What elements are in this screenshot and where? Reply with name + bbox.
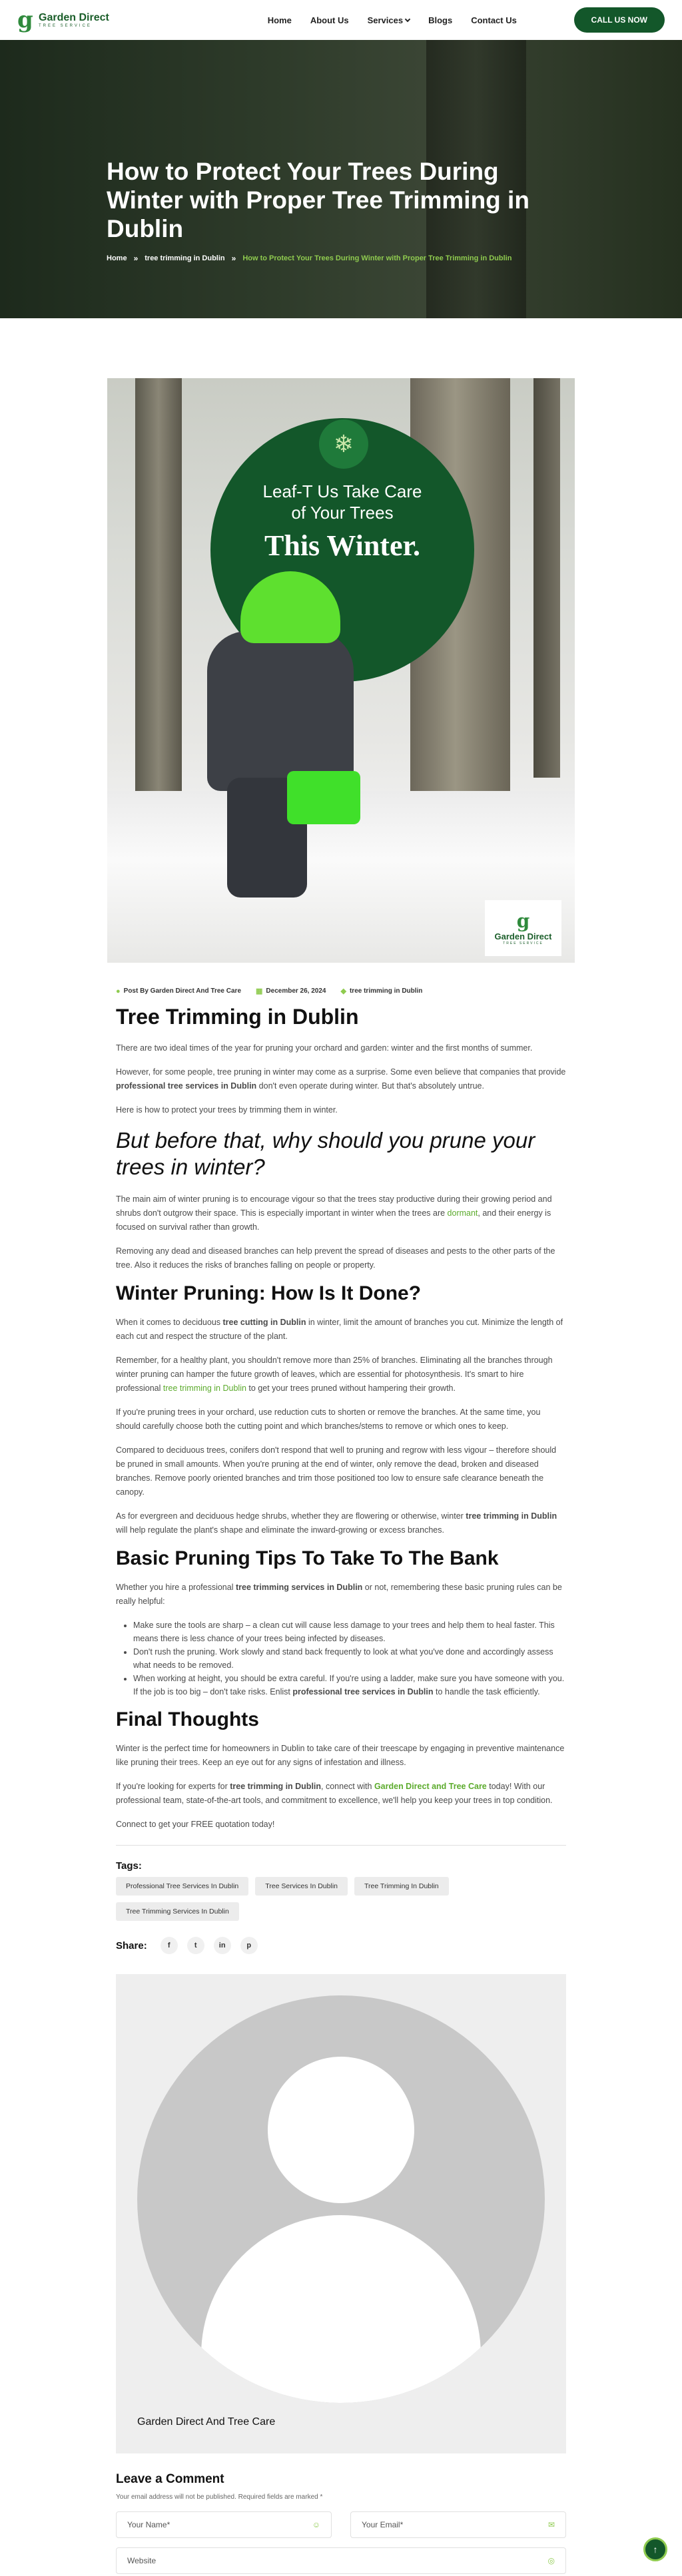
- chainsaw: [287, 771, 360, 824]
- paragraph: Removing any dead and diseased branches can help prevent the spread of diseases and pests to the other parts of the tree. Also it reduces the risks of branches falling on people or property.: [116, 1246, 555, 1270]
- post-date-label: December 26, 2024: [266, 987, 326, 995]
- promo-line-2: of Your Trees: [291, 503, 394, 523]
- paragraph: [116, 1581, 566, 1609]
- post-date: [256, 987, 326, 995]
- logo-name: Garden Direct: [39, 12, 109, 23]
- text: Remember, for a healthy plant, you shouldn't remove more than 25% of branches. Eliminating all the branches through winter pruning can hamper the future growth of leaves, which are essential for photosynthesis. It's smart to hire professional: [116, 1356, 553, 1393]
- divider: [116, 1845, 566, 1846]
- company-link[interactable]: Garden Direct and Tree Care: [374, 1782, 487, 1791]
- paragraph: [116, 1509, 566, 1537]
- text: today! With our professional team, state-of-the-art tools, and commitment to excellence, we'll help you keep your trees in top condition.: [116, 1782, 553, 1805]
- tree-trunk-right: [533, 378, 560, 778]
- arrow-up-icon: ↑: [653, 2544, 658, 2555]
- avatar: [137, 1995, 545, 2403]
- author-name[interactable]: Garden Direct And Tree Care: [137, 2416, 276, 2428]
- breadcrumb-current: How to Protect Your Trees During Winter with Proper Tree Trimming in Dublin: [242, 254, 512, 262]
- tag-item[interactable]: Tree Services In Dublin: [255, 1877, 348, 1896]
- text: , and their energy is focused on survival rather than growth.: [116, 1208, 551, 1232]
- tree-trunk-left: [135, 378, 182, 791]
- text: to handle the task efficiently.: [433, 1687, 540, 1696]
- nav-about-us[interactable]: About Us: [310, 15, 349, 25]
- worker-helmet: [240, 571, 340, 643]
- email-field[interactable]: [350, 2511, 566, 2538]
- paragraph: Winter is the perfect time for homeowners in Dublin to take care of their treescape by engaging in preventive maintenance like pruning their trees. Keep an eye out for any signs of infestation and illness.: [116, 1744, 565, 1767]
- text: The main aim of winter pruning is to encourage vigour so that the trees stay productive during their growing period and shrubs don't outgrow their space. This is especially important in winter when the trees are: [116, 1194, 552, 1218]
- post-category[interactable]: [341, 987, 423, 995]
- post-author[interactable]: [116, 987, 241, 995]
- badge-logo-letter: g: [516, 909, 530, 932]
- text: to get your trees pruned without hampering their growth.: [246, 1384, 456, 1393]
- heading-winter-pruning: Winter Pruning: How Is It Done?: [116, 1282, 422, 1304]
- text: will help regulate the plant's shape and eliminate the inward-growing or excess branches.: [116, 1525, 444, 1535]
- author-box: [116, 1974, 566, 2453]
- text: Whether you hire a professional: [116, 1583, 236, 1592]
- facebook-icon[interactable]: f: [161, 1937, 178, 1954]
- globe-icon: ◎: [547, 2556, 555, 2565]
- email-placeholder: Your Email*: [362, 2520, 404, 2529]
- avatar-body: [201, 2215, 481, 2403]
- back-to-top-button[interactable]: [643, 2537, 667, 2561]
- site-logo[interactable]: [17, 8, 210, 32]
- breadcrumb: [107, 254, 559, 263]
- tag-list: [116, 1877, 489, 1921]
- name-placeholder: Your Name*: [127, 2520, 170, 2529]
- bold-text: professional tree services in Dublin: [116, 1081, 257, 1091]
- paragraph: [116, 1316, 566, 1344]
- share-label: Share:: [116, 1939, 147, 1951]
- paragraph: Compared to deciduous trees, conifers don't respond that well to pruning and regrow with less vigour – therefore should be pruned in small amounts. When you're pruning at the end of winter, only remove the dead, broken and diseased branches. Remove poorly oriented branches and trim those positioned too low to ensure safe clearance beneath the canopy.: [116, 1445, 557, 1497]
- article-body: [116, 987, 566, 2574]
- tag-icon: ◆: [340, 987, 346, 995]
- tag-item[interactable]: Professional Tree Services In Dublin: [116, 1877, 248, 1896]
- promo-headline: [210, 481, 474, 523]
- main-nav: [210, 15, 574, 25]
- logo-mark: [17, 8, 35, 32]
- post-author-label: Post By Garden Direct And Tree Care: [123, 987, 242, 995]
- logo-text: [39, 12, 109, 28]
- calendar-icon: ▦: [256, 987, 263, 995]
- text: However, for some people, tree pruning in winter may come as a surprise. Some even believe that companies that provide: [116, 1067, 566, 1077]
- bold-text: tree cutting in Dublin: [222, 1318, 306, 1327]
- envelope-icon: ✉: [547, 2520, 555, 2529]
- breadcrumb-separator-icon: »: [133, 254, 139, 263]
- text: If you're looking for experts for: [116, 1782, 230, 1791]
- arborist-figure: [194, 571, 374, 917]
- logo-letter: g: [17, 7, 33, 33]
- breadcrumb-home[interactable]: Home: [107, 254, 127, 262]
- list-item: • Don't rush the pruning. Work slowly and stand back frequently to look at what you've done and accordingly assess what needs to be removed.: [133, 1645, 566, 1672]
- breadcrumb-category[interactable]: tree trimming in Dublin: [145, 254, 225, 262]
- text: When working at height, you should be extra careful. If you're using a ladder, make sure you have someone with you. If the job is too big – don't take risks. Enlist: [133, 1674, 565, 1696]
- paragraph: [116, 1780, 566, 1808]
- tag-item[interactable]: Tree Trimming Services In Dublin: [116, 1902, 239, 1921]
- user-icon: ●: [116, 987, 121, 995]
- badge-name: Garden Direct: [494, 931, 552, 941]
- heading-tree-trimming: Tree Trimming in Dublin: [116, 1005, 359, 1029]
- promo-line-1: Leaf-T Us Take Care: [262, 481, 422, 501]
- list-item: [133, 1672, 566, 1698]
- page-title: How to Protect Your Trees During Winter with Proper Tree Trimming in Dublin: [107, 158, 529, 242]
- paragraph: [116, 1354, 566, 1396]
- heading-pruning-tips: Basic Pruning Tips To Take To The Bank: [116, 1547, 499, 1569]
- tips-list: [133, 1619, 566, 1698]
- bold-text: professional tree services in Dublin: [292, 1687, 434, 1696]
- article: [107, 318, 575, 2574]
- user-icon: ☺: [312, 2520, 320, 2529]
- badge-tagline: TREE SERVICE: [503, 941, 543, 945]
- tags-section: [116, 1860, 566, 1921]
- breadcrumb-separator-icon: »: [231, 254, 236, 263]
- text: don't even operate during winter. But that's absolutely untrue.: [256, 1081, 484, 1091]
- hero-content: [107, 157, 559, 263]
- tag-item[interactable]: Tree Trimming In Dublin: [354, 1877, 449, 1896]
- heading-final-thoughts: Final Thoughts: [116, 1708, 259, 1730]
- dormant-link[interactable]: dormant: [447, 1208, 478, 1218]
- website-placeholder: Website: [127, 2556, 157, 2565]
- paragraph: Here is how to protect your trees by trimming them in winter.: [116, 1105, 338, 1115]
- name-field[interactable]: [116, 2511, 332, 2538]
- heading-why-prune: But before that, why should you prune your trees in winter?: [116, 1128, 535, 1179]
- linkedin-icon[interactable]: in: [214, 1937, 231, 1954]
- page-hero: [0, 40, 682, 318]
- nav-services[interactable]: [368, 15, 410, 25]
- website-field[interactable]: [116, 2547, 566, 2574]
- paragraph: [116, 1065, 566, 1093]
- logo-tagline: TREE SERVICE: [39, 24, 92, 28]
- nav-contact-us[interactable]: Contact Us: [471, 15, 517, 25]
- nav-services-label: Services: [367, 15, 404, 25]
- promo-line-3: This Winter.: [264, 529, 420, 562]
- tags-title: Tags:: [116, 1860, 142, 1872]
- bold-text: tree trimming in Dublin: [230, 1782, 322, 1791]
- text: , connect with: [321, 1782, 374, 1791]
- tree-trimming-link[interactable]: tree trimming in Dublin: [163, 1384, 246, 1393]
- image-logo-badge: [485, 900, 561, 956]
- featured-image: [107, 378, 575, 963]
- nav-blogs[interactable]: Blogs: [428, 15, 453, 25]
- list-item: • Make sure the tools are sharp – a clean cut will cause less damage to your trees and help them to heal faster. This means there is less chance of your trees being infected by diseases.: [133, 1619, 566, 1645]
- paragraph: [116, 1192, 566, 1234]
- post-category-label: tree trimming in Dublin: [349, 987, 423, 995]
- paragraph: If you're pruning trees in your orchard, use reduction cuts to shorten or remove the branches. At the same time, you should carefully choose both the cutting point and which branches/stems to remove or which ones to keep.: [116, 1408, 541, 1431]
- text: in winter, limit the amount of branches you cut. Minimize the length of each cut and respect the structure of the plant.: [116, 1318, 563, 1341]
- comment-note: Your email address will not be published. Required fields are marked *: [116, 2493, 323, 2501]
- avatar-head: [268, 2057, 414, 2203]
- bold-text: tree trimming services in Dublin: [235, 1583, 363, 1592]
- text: As for evergreen and deciduous hedge shrubs, whether they are flowering or otherwise, winter: [116, 1511, 466, 1521]
- site-header: [0, 0, 682, 40]
- chevron-down-icon: [405, 16, 410, 21]
- comment-fields: [116, 2511, 566, 2538]
- text: or not, remembering these basic pruning rules can be really helpful:: [116, 1583, 562, 1606]
- call-us-button[interactable]: CALL US NOW: [574, 7, 665, 33]
- share-bar: [116, 1937, 566, 1954]
- worker-jacket: [207, 631, 354, 791]
- nav-home[interactable]: Home: [267, 15, 292, 25]
- bold-text: tree trimming in Dublin: [466, 1511, 557, 1521]
- twitter-icon[interactable]: t: [187, 1937, 204, 1954]
- paragraph: Connect to get your FREE quotation today!: [116, 1820, 275, 1829]
- paragraph: There are two ideal times of the year for pruning your orchard and garden: winter and the first months of summer.: [116, 1043, 533, 1053]
- post-meta: [116, 987, 566, 995]
- pinterest-icon[interactable]: p: [240, 1937, 258, 1954]
- comment-title: Leave a Comment: [116, 2472, 224, 2486]
- snowflake-icon: ❄: [319, 419, 368, 469]
- text: When it comes to deciduous: [116, 1318, 223, 1327]
